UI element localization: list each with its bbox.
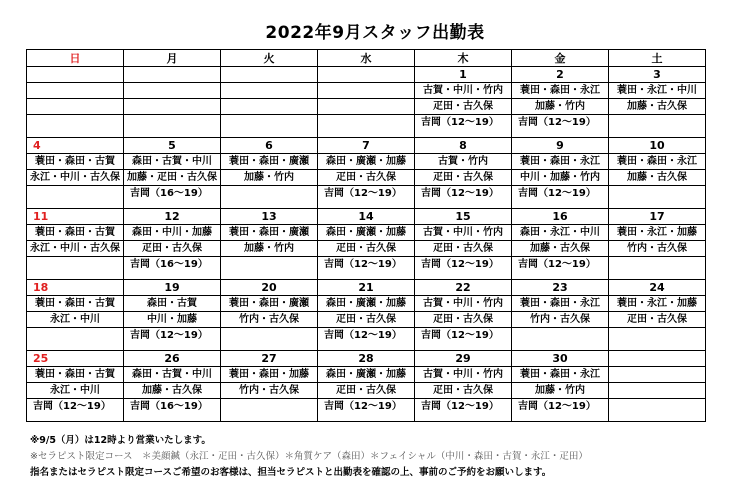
staff-line-1: 森田・永江・中川 [512,225,608,241]
staff-line-1: 森田・古賀・中川 [124,154,220,170]
staff-line-1: 蓑田・森田・廣瀬 [221,296,317,312]
extra-shift [221,399,317,414]
staff-line-1: 古賀・中川・竹内 [415,83,511,99]
extra-shift [27,186,123,201]
extra-shift [609,186,705,201]
day-number: 15 [415,209,511,225]
day-number: 11 [27,209,123,225]
weekday-wed: 水 [318,50,415,67]
week-row [27,351,706,422]
staff-line-2: 竹内・古久保 [512,312,608,328]
staff-line-1: 蓑田・永江・加藤 [609,225,705,241]
staff-line-2: 永江・中川・古久保 [27,170,123,186]
day-cell [27,280,124,351]
staff-line-2: 加藤・竹内 [512,383,608,399]
extra-shift [221,186,317,201]
staff-line-2: 加藤・古久保 [609,99,705,115]
day-number: 18 [27,280,123,296]
extra-shift: 吉岡（12～19） [518,188,596,199]
staff-line-2: 疋田・古久保 [415,241,511,257]
weekday-tue: 火 [221,50,318,67]
day-number: 13 [221,209,317,225]
day-number: 25 [27,351,123,367]
staff-line-1: 蓑田・森田・永江 [512,154,608,170]
extra-shift: 吉岡（12～19） [421,401,499,412]
blank-line [221,83,317,99]
week-row [27,209,706,280]
weekday-fri: 金 [512,50,609,67]
day-cell [609,280,706,351]
extra-shift: 吉岡（12～19） [518,401,596,412]
empty-day-cell [221,67,318,138]
day-cell [318,351,415,422]
staff-line-2: 永江・中川 [27,383,123,399]
day-cell [318,209,415,280]
extra-shift: 吉岡（12～19） [130,330,208,341]
staff-line-1: 蓑田・森田・永江 [512,296,608,312]
staff-line-1: 蓑田・森田・永江 [609,154,705,170]
staff-line-2: 疋田・古久保 [318,383,414,399]
day-cell [512,280,609,351]
staff-line-2: 中川・加藤 [124,312,220,328]
staff-line-1: 森田・廣瀬・加藤 [318,296,414,312]
blank-line [221,99,317,115]
staff-line-2: 加藤・古久保 [609,170,705,186]
staff-line-2: 疋田・古久保 [415,99,511,115]
weekday-thu: 木 [415,50,512,67]
blank-line [318,115,414,130]
day-cell [415,67,512,138]
extra-shift [609,257,705,272]
empty-day-cell [27,67,124,138]
day-number: 26 [124,351,220,367]
day-number: 29 [415,351,511,367]
extra-shift: 吉岡（16～19） [130,259,208,270]
empty-day-cell [318,67,415,138]
empty-day-cell [609,351,706,422]
day-cell [124,138,221,209]
note-reservation: 指名またはセラピスト限定コースご希望のお客様は、担当セラピストと出勤表を確認の上、事前のご予約をお願いします。 [30,467,552,478]
staff-line-1: 森田・廣瀬・加藤 [318,225,414,241]
staff-line-2: 中川・加藤・竹内 [512,170,608,186]
blank-line [124,83,220,99]
day-cell [609,67,706,138]
day-cell [27,209,124,280]
note-limited-courses: ※セラピスト限定コース ＊美顔鍼（永江・疋田・古久保）＊角質ケア（森田）＊フェイシャル（中川・森田・古賀・永江・疋田） [30,451,588,462]
extra-shift [27,257,123,272]
staff-line-2: 加藤・古久保 [124,383,220,399]
empty-day-cell [124,67,221,138]
blank-line [609,399,705,414]
day-cell [221,209,318,280]
staff-line-2: 疋田・古久保 [609,312,705,328]
staff-line-2: 加藤・竹内 [221,170,317,186]
day-cell [27,138,124,209]
blank-line [221,115,317,130]
day-number: 19 [124,280,220,296]
day-cell [124,209,221,280]
day-cell [318,138,415,209]
staff-line-1: 蓑田・永江・加藤 [609,296,705,312]
staff-line-1: 古賀・中川・竹内 [415,225,511,241]
week-row [27,138,706,209]
staff-line-1: 蓑田・森田・古賀 [27,225,123,241]
page-title: 2022年9月スタッフ出勤表 [265,23,485,43]
schedule-table [26,49,706,422]
weekday-mon: 月 [124,50,221,67]
day-number: 12 [124,209,220,225]
extra-shift: 吉岡（12～19） [421,117,499,128]
staff-line-1: 蓑田・森田・廣瀬 [221,225,317,241]
day-cell [221,280,318,351]
staff-line-1: 蓑田・森田・古賀 [27,154,123,170]
extra-shift: 吉岡（16～19） [130,188,208,199]
day-cell [415,138,512,209]
day-cell [124,280,221,351]
day-cell [318,280,415,351]
staff-line-1: 蓑田・永江・中川 [609,83,705,99]
weekday-header-row [27,50,706,67]
staff-line-2: 加藤・古久保 [512,241,608,257]
staff-line-2: 疋田・古久保 [318,241,414,257]
day-number: 30 [512,351,608,367]
staff-line-1: 森田・古賀 [124,296,220,312]
day-cell [415,209,512,280]
extra-shift [609,115,705,130]
week-row [27,67,706,138]
staff-line-1: 森田・古賀・中川 [124,367,220,383]
weekday-sun: 日 [27,50,124,67]
extra-shift [221,328,317,343]
staff-line-2: 竹内・古久保 [609,241,705,257]
day-cell [609,209,706,280]
staff-line-2: 加藤・竹内 [221,241,317,257]
day-cell [415,280,512,351]
extra-shift: 吉岡（12～19） [324,188,402,199]
day-cell [124,351,221,422]
day-number: 10 [609,138,705,154]
blank-line [609,383,705,399]
extra-shift: 吉岡（12～19） [421,330,499,341]
blank-line [609,367,705,383]
day-number: 20 [221,280,317,296]
staff-line-1: 森田・中川・加藤 [124,225,220,241]
day-number: 3 [609,67,705,83]
day-cell [27,351,124,422]
staff-line-2: 疋田・古久保 [415,312,511,328]
day-number: 21 [318,280,414,296]
day-cell [221,351,318,422]
staff-line-2: 竹内・古久保 [221,383,317,399]
staff-line-1: 蓑田・森田・古賀 [27,367,123,383]
day-number: 9 [512,138,608,154]
day-number: 2 [512,67,608,83]
extra-shift: 吉岡（12～19） [324,259,402,270]
blank-line [318,67,414,83]
day-number: 16 [512,209,608,225]
blank-line [27,67,123,83]
note-opening-time: ※9/5（月）は12時より営業いたします。 [30,435,211,446]
day-number: 24 [609,280,705,296]
blank-line [27,83,123,99]
blank-line [318,83,414,99]
staff-line-2: 疋田・古久保 [415,170,511,186]
day-number: 14 [318,209,414,225]
day-number: 22 [415,280,511,296]
blank-line [124,99,220,115]
blank-line [27,99,123,115]
staff-line-1: 古賀・中川・竹内 [415,296,511,312]
day-cell [512,351,609,422]
day-number: 7 [318,138,414,154]
staff-line-2: 疋田・古久保 [124,241,220,257]
staff-line-1: 蓑田・森田・廣瀬 [221,154,317,170]
blank-line [27,115,123,130]
day-cell [415,351,512,422]
extra-shift: 吉岡（12～19） [518,117,596,128]
blank-line [124,67,220,83]
week-row [27,280,706,351]
blank-line [221,67,317,83]
day-cell [609,138,706,209]
staff-line-2: 疋田・古久保 [318,312,414,328]
blank-line [318,99,414,115]
day-number: 23 [512,280,608,296]
day-number: 17 [609,209,705,225]
staff-line-1: 蓑田・森田・永江 [512,367,608,383]
staff-line-2: 加藤・竹内 [512,99,608,115]
staff-line-1: 森田・廣瀬・加藤 [318,154,414,170]
day-number: 8 [415,138,511,154]
extra-shift: 吉岡（16～19） [130,401,208,412]
extra-shift [27,328,123,343]
blank-line [124,115,220,130]
day-number: 1 [415,67,511,83]
blank-line [609,351,705,367]
extra-shift [609,328,705,343]
day-cell [221,138,318,209]
day-cell [512,67,609,138]
day-number: 4 [27,138,123,154]
day-cell [512,138,609,209]
staff-line-1: 蓑田・森田・加藤 [221,367,317,383]
staff-line-2: 疋田・古久保 [318,170,414,186]
staff-line-1: 古賀・竹内 [415,154,511,170]
staff-line-1: 蓑田・森田・永江 [512,83,608,99]
extra-shift [512,328,608,343]
staff-line-2: 竹内・古久保 [221,312,317,328]
extra-shift: 吉岡（12～19） [518,259,596,270]
staff-line-2: 永江・中川 [27,312,123,328]
extra-shift: 吉岡（12～19） [33,401,111,412]
weekday-sat: 土 [609,50,706,67]
staff-line-1: 古賀・中川・竹内 [415,367,511,383]
day-number: 27 [221,351,317,367]
day-number: 5 [124,138,220,154]
extra-shift [221,257,317,272]
extra-shift: 吉岡（12～19） [421,259,499,270]
day-cell [512,209,609,280]
staff-line-2: 加藤・疋田・古久保 [124,170,220,186]
extra-shift: 吉岡（12～19） [324,401,402,412]
staff-line-2: 疋田・古久保 [415,383,511,399]
notes [30,433,730,481]
extra-shift: 吉岡（12～19） [421,188,499,199]
staff-line-2: 永江・中川・古久保 [27,241,123,257]
day-number: 6 [221,138,317,154]
staff-line-1: 蓑田・森田・古賀 [27,296,123,312]
extra-shift: 吉岡（12～19） [324,330,402,341]
day-number: 28 [318,351,414,367]
staff-line-1: 森田・廣瀬・加藤 [318,367,414,383]
